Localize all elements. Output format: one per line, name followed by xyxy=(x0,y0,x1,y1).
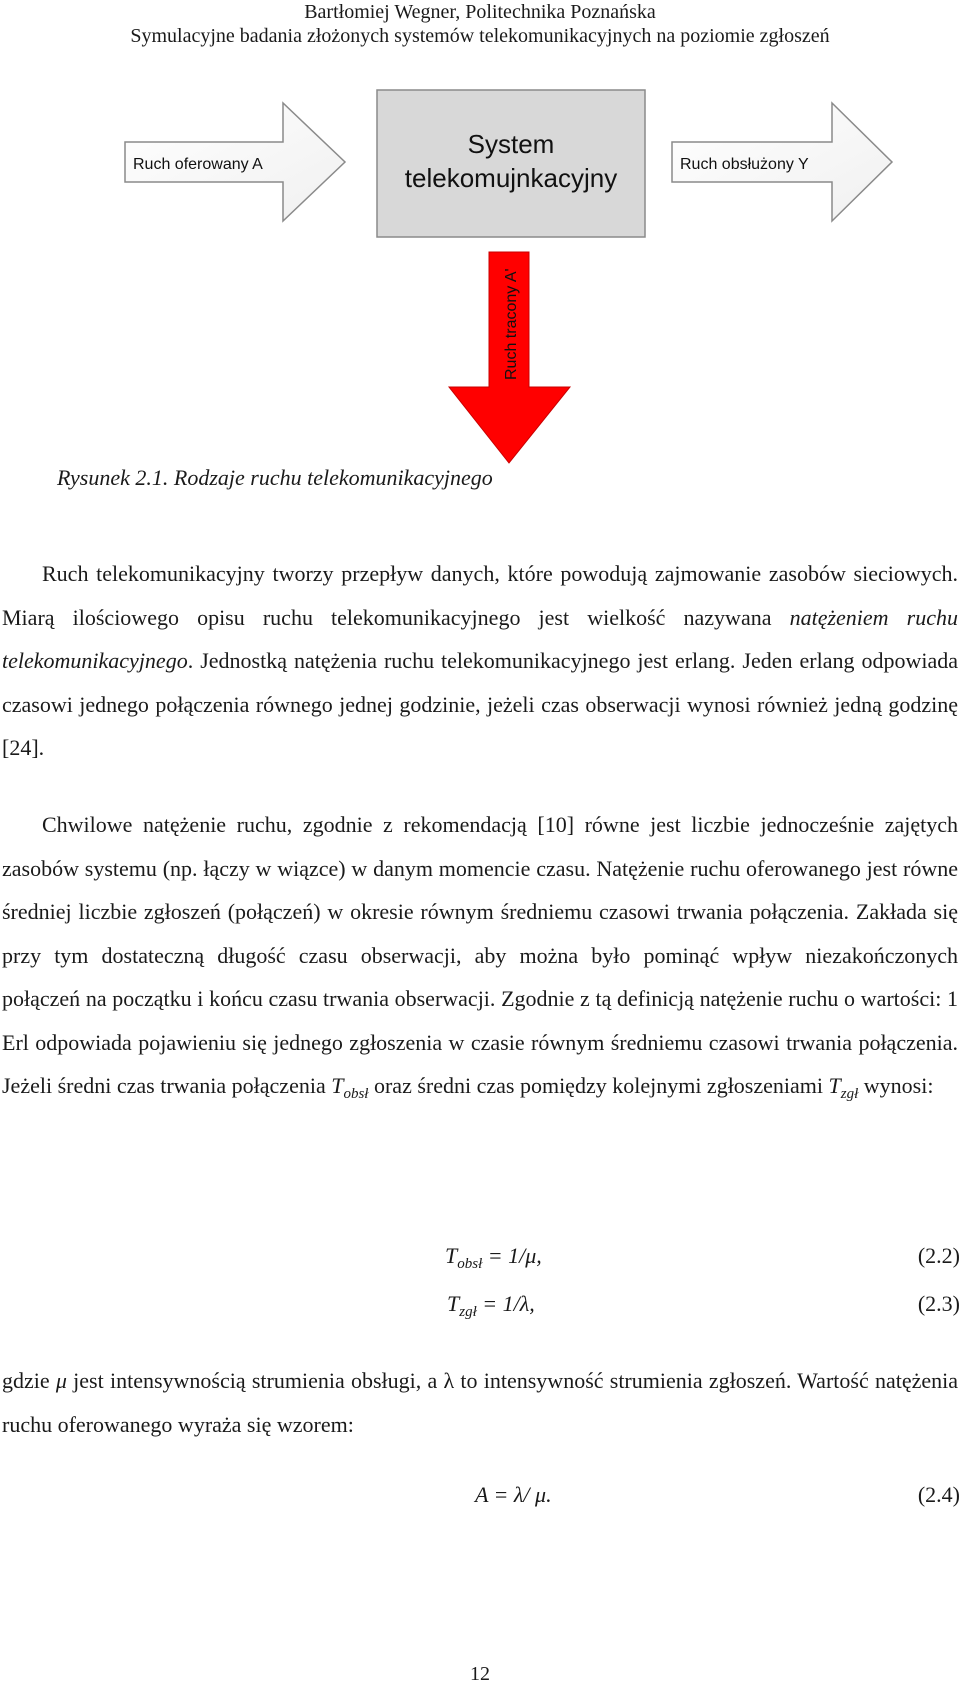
header-title: Symulacyjne badania złożonych systemów telekomunikacyjnych na poziomie zgłoszeń xyxy=(130,25,830,47)
paragraph-2: Chwilowe natężenie ruchu, zgodnie z rekomendacją [10] równe jest liczbie jednocześnie zajętych zasobów systemu (np. łączy w wiązce) w danym momencie czasu. Natężenie ruchu oferowanego jest równe średniej liczbie zgłoszeń (połączeń) w okresie równym średniemu czasowi trwania połączenia. Zakłada się przy tym dostateczną długość czasu obserwacji, aby można było pominąć wpływ niezakończonych połączeń na początku i końcu czasu trwania obserwacji. Zgodnie z tą definicją natężenie ruchu o wartości: 1 Erl odpowiada pojawieniu się jednego zgłoszenia w czasie równym średniemu czasowi trwania połączenia. Jeżeli średni czas trwania połączenia $T_{obsł}$ oraz średni czas pomiędzy kolejnymi zgłoszeniami $T_{zgł}$ wynosi: xyxy=(2,812,958,1102)
equation-number-2-3: (2.3) xyxy=(917,1291,960,1316)
system-label-line2: telekomujnkacyjny xyxy=(404,163,618,193)
output-label: Ruch obsłużony Y xyxy=(680,156,809,173)
paragraph-1: Ruch telekomunikacyjny tworzy przepływ danych, które powodują zajmowanie zasobów sieciowych. Miarą ilościowego opisu ruchu telekomunikacyjnego jest wielkość nazywana natężeniem ruchu telekomunikacyjnego. Jednostką natężenia ruchu telekomunikacyjnego jest erlang. Jeden erlang odpowiada czasowi jednego połączenia równego jednej godzinie, jeżeli czas obserwacji wynosi również jedną godzinę [24]. xyxy=(2,561,958,760)
header-author: Bartłomiej Wegner, Politechnika Poznańska xyxy=(304,1,656,23)
lost-label: Ruch tracony A' xyxy=(503,268,520,380)
equation-2-4: A = λ/ μ. xyxy=(475,1482,552,1507)
equation-2-2: $T_{obsł} = 1/\mu$, xyxy=(445,1243,542,1272)
system-label-line1: System xyxy=(467,129,555,159)
paragraph-3: gdzie μ jest intensywnością strumienia obsługi, a λ to intensywność strumienia zgłoszeń. Wartość natężenia ruchu oferowanego wyraża się wzorem: xyxy=(2,1368,958,1437)
figure-caption: Rysunek 2.1. Rodzaje ruchu telekomunikacyjnego xyxy=(57,465,493,490)
traffic-diagram xyxy=(0,0,960,470)
page-number: 12 xyxy=(470,1663,490,1685)
emphasis-term: natężeniem ruchu telekomunikacyjnego xyxy=(2,604,958,673)
input-label: Ruch oferowany A xyxy=(133,156,263,173)
equation-2-3: $T_{zgł} = 1/\lambda$, xyxy=(447,1291,535,1320)
equation-number-2-4: (2.4) xyxy=(917,1482,960,1507)
equation-number-2-2: (2.2) xyxy=(917,1243,960,1268)
